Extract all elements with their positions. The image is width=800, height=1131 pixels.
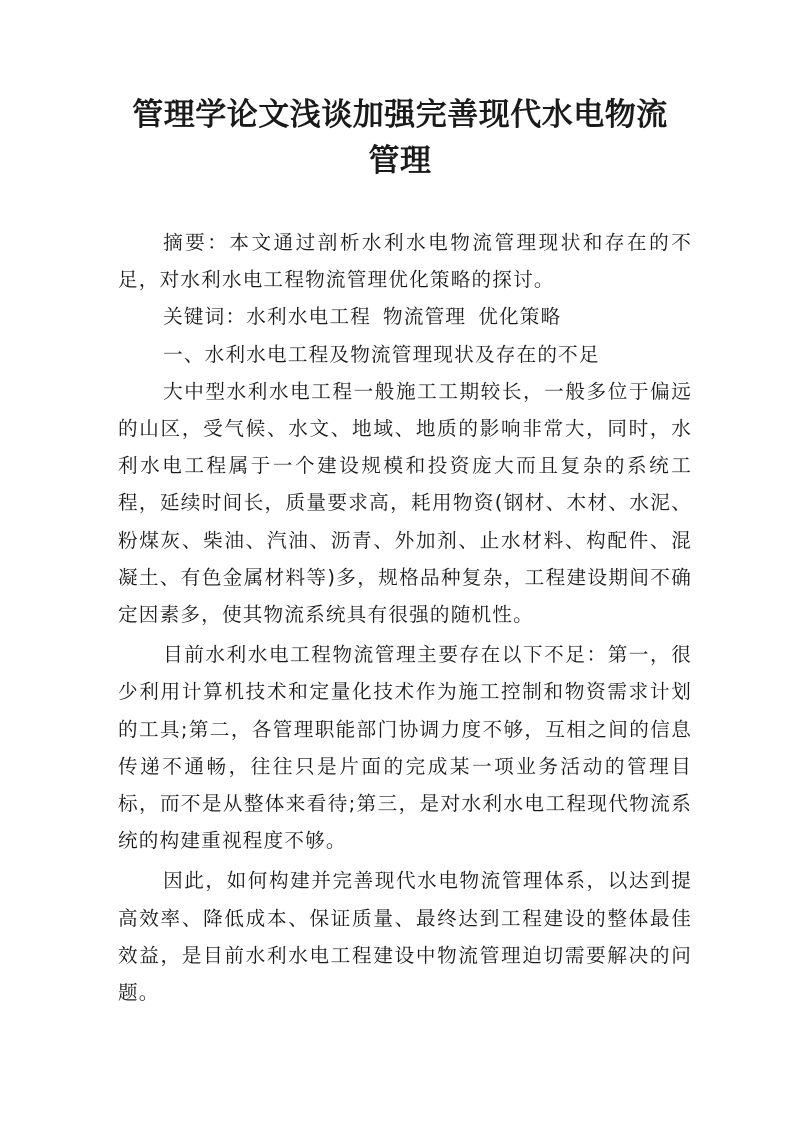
document-title: 管理学论文浅谈加强完善现代水电物流管理	[132, 97, 668, 179]
document-body	[118, 224, 692, 1011]
keywords-line	[118, 298, 692, 335]
keyword: 水利水电工程	[246, 305, 372, 329]
keyword: 物流管理	[383, 305, 467, 329]
keywords-label: 关键词：	[163, 305, 247, 329]
body-paragraph: 大中型水利水电工程一般施工工期较长，一般多位于偏远的山区，受气候、水文、地域、地质的影响非常大，同时，水利水电工程属于一个建设规模和投资庞大而且复杂的系统工程，延续时间长，质量要求高，耗用物资(钢材、木材、水泥、粉煤灰、柴油、汽油、沥青、外加剂、止水材料、构配件、混凝土、有色金属材料等)多，规格品种复杂，工程建设期间不确定因素多，使其物流系统具有很强的随机性。	[118, 379, 692, 627]
keyword: 优化策略	[478, 305, 562, 329]
section-heading: 一、水利水电工程及物流管理现状及存在的不足	[163, 342, 600, 366]
abstract-paragraph: 摘要：本文通过剖析水利水电物流管理现状和存在的不足，对水利水电工程物流管理优化策略的探讨。	[118, 231, 692, 292]
body-paragraph: 因此，如何构建并完善现代水电物流管理体系，以达到提高效率、降低成本、保证质量、最终达到工程建设的整体最佳效益，是目前水利水电工程建设中物流管理迫切需要解决的问题。	[118, 869, 692, 1005]
body-paragraph: 目前水利水电工程物流管理主要存在以下不足：第一，很少利用计算机技术和定量化技术作为施工控制和物资需求计划的工具;第二，各管理职能部门协调力度不够，互相之间的信息传递不通畅，往往只是片面的完成某一项业务活动的管理目标，而不是从整体来看待;第三，是对水利水电工程现代物流系统的构建重视程度不够。	[118, 643, 692, 853]
